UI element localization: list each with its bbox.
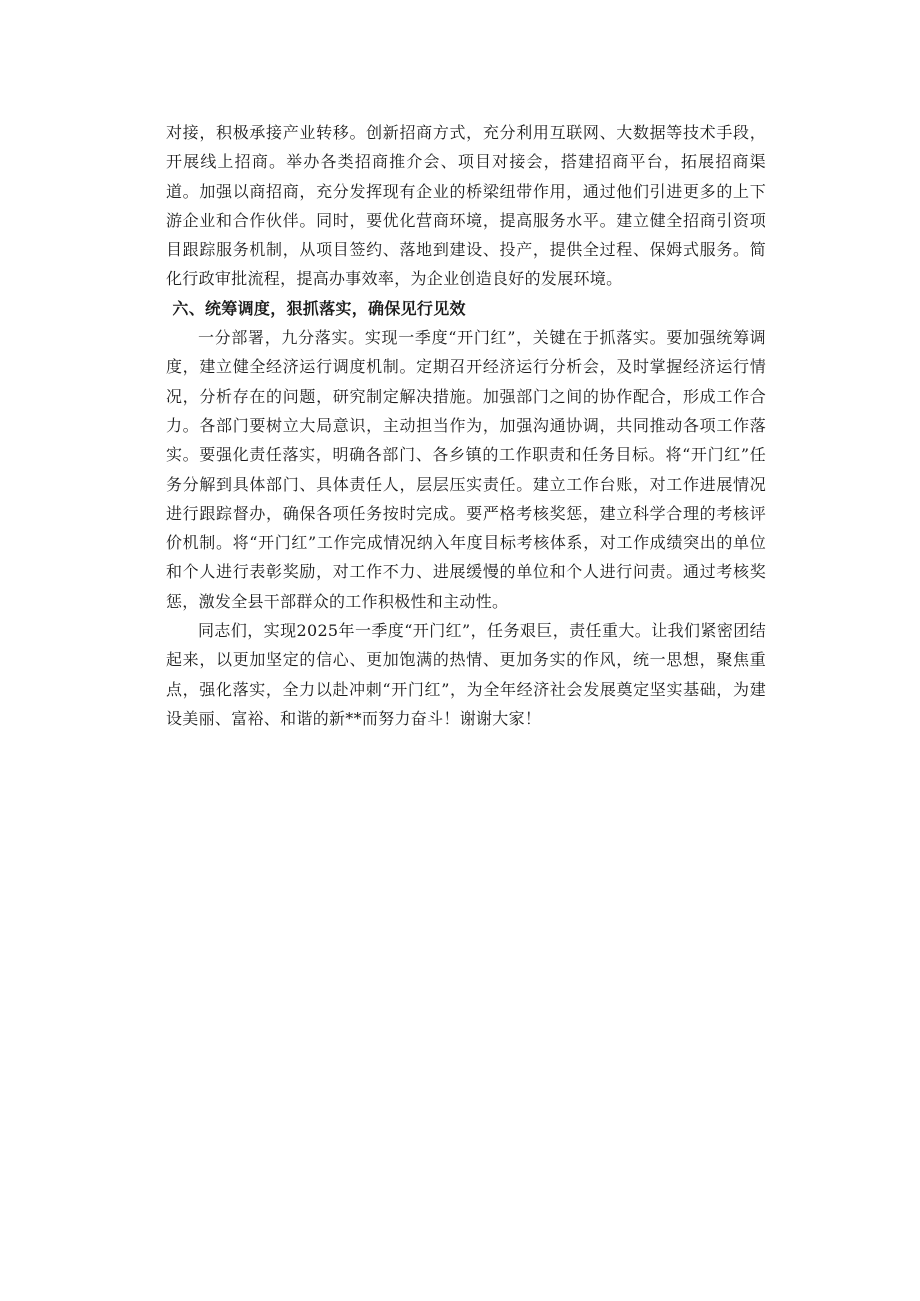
document-page [166,118,766,733]
paragraph-implementation: 一分部署，九分落实。实现一季度“开门红”，关键在于抓落实。要加强统筹调度，建立健全经济运行调度机制。定期召开经济运行分析会，及时掌握经济运行情况，分析存在的问题，研究制定解决措施。加强部门之间的协作配合，形成工作合力。各部门要树立大局意识，主动担当作为，加强沟通协调，共同推动各项工作落实。要强化责任落实，明确各部门、各乡镇的工作职责和任务目标。将“开门红”任务分解到具体部门、具体责任人，层层压实责任。建立工作台账，对工作进展情况进行跟踪督办，确保各项任务按时完成。要严格考核奖惩，建立科学合理的考核评价机制。将“开门红”工作完成情况纳入年度目标考核体系，对工作成绩突出的单位和个人进行表彰奖励，对工作不力、进展缓慢的单位和个人进行问责。通过考核奖惩，激发全县干部群众的工作积极性和主动性。 [166,328,766,611]
paragraph-investment-attraction: 对接，积极承接产业转移。创新招商方式，充分利用互联网、大数据等技术手段，开展线上招商。举办各类招商推介会、项目对接会，搭建招商平台，拓展招商渠道。加强以商招商，充分发挥现有企业的桥梁纽带作用，通过他们引进更多的上下游企业和合作伙伴。同时，要优化营商环境，提高服务水平。建立健全招商引资项目跟踪服务机制，从项目签约、落地到建设、投产，提供全过程、保姆式服务。简化行政审批流程，提高办事效率，为企业创造良好的发展环境。 [166,123,766,289]
section-heading-six: 六、统筹调度，狠抓落实，确保见行见效 [172,298,466,318]
paragraph-closing-remarks: 同志们，实现2025年一季度“开门红”，任务艰巨，责任重大。让我们紧密团结起来，以更加坚定的信心、更加饱满的热情、更加务实的作风，统一思想，聚焦重点，强化落实，全力以赴冲刺“开门红”，为全年经济社会发展奠定坚实基础，为建设美丽、富裕、和谐的新**而努力奋斗！谢谢大家！ [166,621,766,728]
